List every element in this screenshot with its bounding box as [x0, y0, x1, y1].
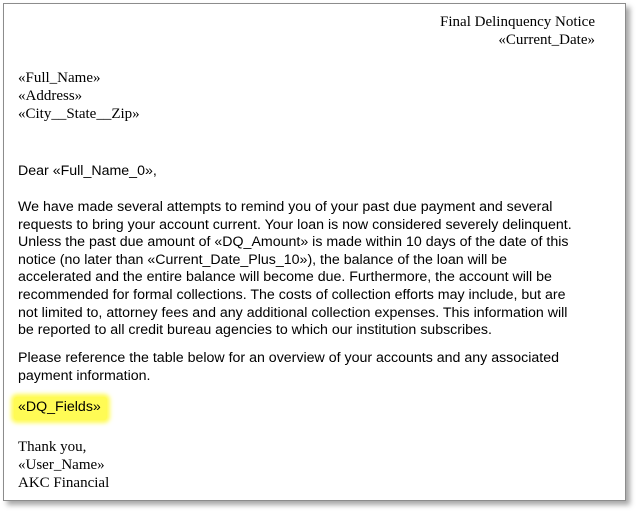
company-name: AKC Financial — [18, 475, 110, 491]
city-state-zip-field: «City__State__Zip» — [18, 106, 140, 122]
body-line: not limited to, attorney fees and any additional collection expenses. This information will — [18, 304, 568, 321]
body-paragraph — [18, 199, 628, 340]
reference-line: payment information. — [18, 367, 151, 384]
full-name-field: «Full_Name» — [18, 70, 101, 86]
reference-paragraph — [18, 350, 628, 385]
address-field: «Address» — [18, 88, 83, 104]
body-line: requests to bring your account current. Your loan is now considered severely delinquent. — [18, 216, 572, 233]
body-line: Unless the past due amount of «DQ_Amount» is made within 10 days of the date of this — [18, 234, 569, 251]
body-line: be reported to all credit bureau agencies to which our institution subscribes. — [18, 322, 492, 339]
closing-thanks: Thank you, — [18, 439, 87, 455]
body-line: We have made several attempts to remind you of your past due payment and several — [18, 199, 553, 215]
body-line: notice (no later than «Current_Date_Plus_10»), the balance of the loan will be — [18, 251, 507, 268]
body-line: recommended for formal collections. The costs of collection efforts may include, but are — [18, 286, 566, 303]
dq-fields-merge-field[interactable]: «DQ_Fields» — [14, 397, 107, 420]
greeting: Dear «Full_Name_0», — [18, 163, 157, 179]
document-page — [3, 3, 626, 501]
notice-title: Final Delinquency Notice — [440, 14, 595, 30]
body-line: accelerated and the entire balance will become due. Furthermore, the account will be — [18, 269, 552, 286]
closing-block — [18, 438, 109, 492]
current-date-field: «Current_Date» — [498, 32, 595, 48]
user-name-field: «User_Name» — [18, 457, 105, 473]
reference-line: Please reference the table below for an overview of your accounts and any associated — [18, 350, 560, 366]
letter-header — [440, 13, 595, 49]
recipient-address-block — [18, 69, 140, 123]
